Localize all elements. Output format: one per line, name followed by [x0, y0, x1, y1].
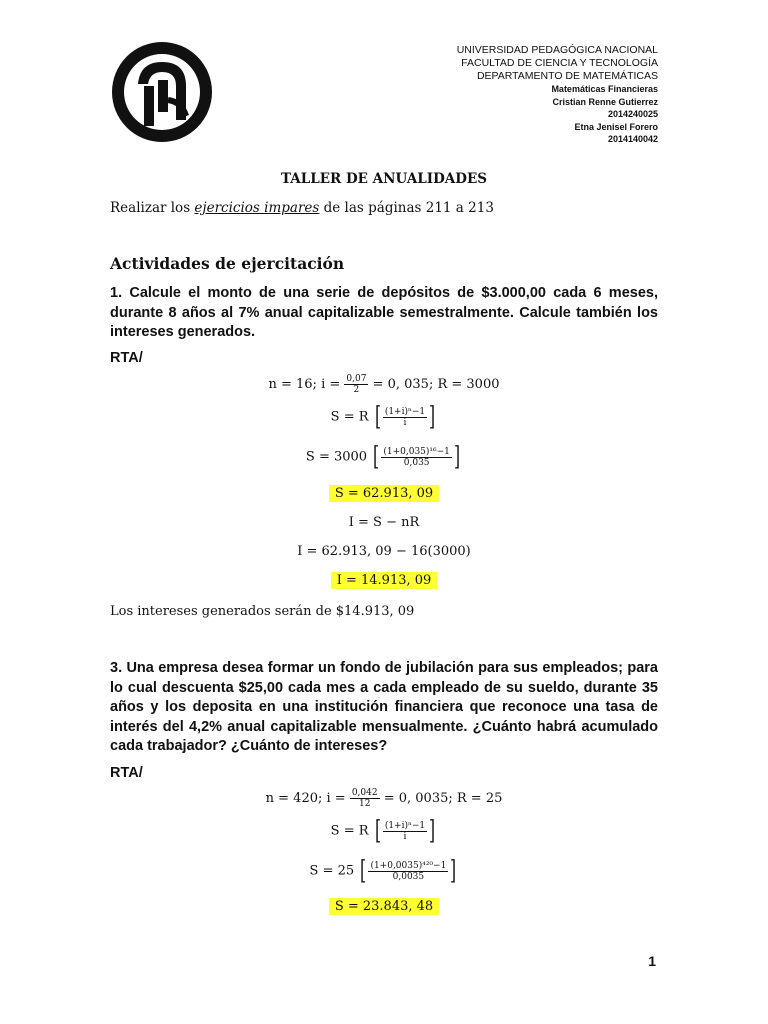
q1-result-s-row — [0, 486, 768, 501]
q3-formula-den: i — [403, 831, 407, 842]
q1-eq-interest-sub: I = 62.913, 09 − 16(3000) — [297, 544, 471, 559]
q1-eq-params-b: = 0, 035; R = 3000 — [368, 377, 500, 392]
course-name: Matemáticas Financieras — [551, 84, 658, 94]
bracket-right: ] — [453, 442, 461, 472]
author-2: Etna Jenisel Forero — [574, 121, 658, 132]
q1-fraction — [344, 374, 368, 395]
q1-result-i: I = 14.913, 09 — [331, 572, 438, 589]
bracket-left: [ — [374, 816, 381, 846]
q3-rta-label: RTA/ — [110, 765, 143, 781]
q3-eq-substituted — [0, 858, 768, 884]
q3-formula-num: (1+i)ⁿ−1 — [384, 820, 426, 831]
q3-eq-formula-a: S = R — [330, 823, 373, 839]
q1-eq-params-a: n = 16; i = — [268, 377, 345, 392]
q1-eq-substituted — [0, 444, 768, 470]
q1-eq-formula — [0, 404, 768, 430]
bracket-right: ] — [429, 402, 436, 432]
q3-result-s: S = 23.843, 48 — [329, 898, 439, 915]
q1-frac-num: 0,07 — [346, 374, 367, 384]
author-1-id: 2014240025 — [607, 109, 658, 119]
q3-eq-formula — [0, 818, 768, 844]
q1-eq-params — [0, 374, 768, 395]
q3-eq-params-a: n = 420; i = — [265, 791, 350, 806]
q1-eq-interest: I = S − nR — [348, 515, 420, 530]
q1-sub-den: 0,035 — [403, 457, 430, 468]
page-title: TALLER DE ANUALIDADES — [280, 171, 488, 187]
intro-before: Realizar los — [110, 200, 195, 216]
bracket-right: ] — [450, 856, 457, 886]
q3-frac-den: 12 — [358, 799, 371, 809]
question-1: 1. Calcule el monto de una serie de depósitos de $3.000,00 cada 6 meses, durante 8 años al 7% anual capitalizable semestralmente. Calcule también los intereses generados. — [110, 285, 658, 340]
q1-result-i-row — [0, 573, 768, 588]
q3-fraction — [350, 788, 380, 809]
bracket-left: [ — [360, 856, 367, 886]
q1-rta-label: RTA/ — [110, 350, 143, 366]
department-name: DEPARTAMENTO DE MATEMÁTICAS — [476, 70, 658, 82]
q3-sub-fraction — [368, 861, 448, 882]
bracket-right: ] — [429, 816, 436, 846]
q1-result-s: S = 62.913, 09 — [329, 485, 439, 502]
q1-formula-fraction — [383, 407, 427, 428]
bracket-left: [ — [373, 442, 380, 472]
q3-eq-params-b: = 0, 0035; R = 25 — [379, 791, 503, 806]
page-number: 1 — [648, 953, 656, 969]
q1-sub-fraction — [381, 447, 452, 468]
q3-result-s-row — [0, 899, 768, 914]
q3-eq-params — [0, 788, 768, 809]
q3-formula-fraction — [383, 821, 427, 842]
author-2-id: 2014140042 — [607, 134, 658, 144]
q1-frac-den: 2 — [353, 385, 360, 395]
q3-sub-num: (1+0,0035)⁴²⁰−1 — [370, 860, 447, 871]
q1-sub-num: (1+0,035)¹⁶−1 — [383, 446, 450, 457]
q3-sub-den: 0,0035 — [392, 871, 425, 882]
faculty-name: FACULTAD DE CIENCIA Y TECNOLOGÍA — [461, 57, 658, 69]
q1-formula-num: (1+i)ⁿ−1 — [384, 406, 426, 417]
intro-emphasis: ejercicios impares — [194, 200, 320, 216]
author-1: Cristian Renne Gutierrez — [552, 96, 658, 107]
bracket-left: [ — [374, 402, 381, 432]
university-name: UNIVERSIDAD PEDAGÓGICA NACIONAL — [456, 44, 658, 56]
header-block — [457, 44, 658, 146]
q1-eq-formula-a: S = R — [330, 409, 373, 425]
q3-frac-num: 0,042 — [351, 788, 378, 798]
q1-conclusion: Los intereses generados serán de $14.913, 09 — [110, 604, 415, 619]
q1-formula-den: i — [403, 417, 407, 428]
university-logo — [110, 40, 214, 144]
section-heading: Actividades de ejercitación — [110, 254, 345, 273]
intro-after: de las páginas 211 a 213 — [319, 200, 494, 216]
intro-text — [110, 200, 494, 216]
question-3: 3. Una empresa desea formar un fondo de jubilación para sus empleados; para lo cual descuenta $25,00 cada mes a cada empleado de su sueldo, durante 35 años y los deposita en una institución financiera que reconoce una tasa de interés del 4,2% anual capitalizable mensualmente. ¿Cuánto habrá acumulado cada trabajador? ¿Cuánto de intereses? — [110, 660, 658, 754]
q3-eq-sub-a: S = 25 — [309, 863, 359, 879]
q1-eq-sub-a: S = 3000 — [305, 449, 372, 465]
